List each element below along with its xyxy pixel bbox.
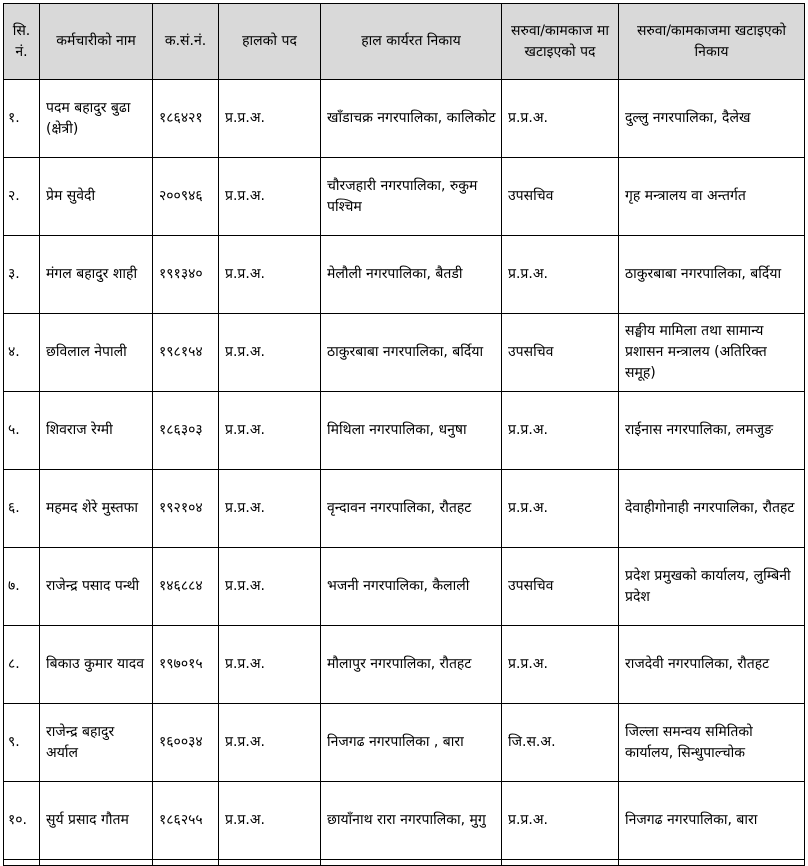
empty-cell (321, 860, 502, 866)
header-current-post: हालको पद (219, 4, 321, 80)
cell-serial: ३. (4, 236, 40, 314)
header-serial: सि. नं. (4, 4, 40, 80)
cell-name: सुर्य प्रसाद गौतम (40, 782, 153, 860)
cell-new-post: उपसचिव (502, 548, 619, 626)
cell-current-office: मिथिला नगरपालिका, धनुषा (321, 392, 502, 470)
cell-new-office: राजदेवी नगरपालिका, रौतहट (619, 626, 805, 704)
cell-code: १६००३४ (153, 704, 219, 782)
table-header (4, 4, 805, 80)
table-row (4, 80, 805, 158)
cell-new-post: उपसचिव (502, 158, 619, 236)
cell-current-office: निजगढ नगरपालिका , बारा (321, 704, 502, 782)
cell-code: २००९४६ (153, 158, 219, 236)
table-row (4, 470, 805, 548)
cell-new-post: प्र.प्र.अ. (502, 626, 619, 704)
cell-current-office: चौरजहारी नगरपालिका, रुकुम पश्चिम (321, 158, 502, 236)
cell-code: १९२१०४ (153, 470, 219, 548)
cell-new-office: निजगढ नगरपालिका, बारा (619, 782, 805, 860)
cell-name: छविलाल नेपाली (40, 314, 153, 392)
cell-new-office: सङ्घीय मामिला तथा सामान्य प्रशासन मन्त्रालय (अतिरिक्त समूह) (619, 314, 805, 392)
cell-serial: ६. (4, 470, 40, 548)
cell-new-post: प्र.प्र.अ. (502, 782, 619, 860)
header-employee-name: कर्मचारीको नाम (40, 4, 153, 80)
cell-code: १८६४२१ (153, 80, 219, 158)
cell-serial: ४. (4, 314, 40, 392)
cell-current-office: मौलापुर नगरपालिका, रौतहट (321, 626, 502, 704)
transfer-table (3, 3, 805, 866)
cell-new-post: प्र.प्र.अ. (502, 80, 619, 158)
cell-new-post: प्र.प्र.अ. (502, 236, 619, 314)
cell-name: राजेन्द्र पसाद पन्थी (40, 548, 153, 626)
header-row (4, 4, 805, 80)
cell-serial: ५. (4, 392, 40, 470)
cell-name: महमद शेरे मुस्तफा (40, 470, 153, 548)
cell-current-post: प्र.प्र.अ. (219, 236, 321, 314)
empty-cell (40, 860, 153, 866)
cell-current-post: प्र.प्र.अ. (219, 314, 321, 392)
cell-new-office: देवाहीगोनाही नगरपालिका, रौतहट (619, 470, 805, 548)
cell-current-post: प्र.प्र.अ. (219, 548, 321, 626)
cell-name: बिकाउ कुमार यादव (40, 626, 153, 704)
cell-serial: १. (4, 80, 40, 158)
cell-new-post: प्र.प्र.अ. (502, 470, 619, 548)
cell-new-post: उपसचिव (502, 314, 619, 392)
cell-current-post: प्र.प्र.अ. (219, 392, 321, 470)
table-row (4, 548, 805, 626)
cell-code: १४६८८४ (153, 548, 219, 626)
cell-serial: ८. (4, 626, 40, 704)
table-row (4, 236, 805, 314)
cell-new-office: ठाकुरबाबा नगरपालिका, बर्दिया (619, 236, 805, 314)
cell-new-office: गृह मन्त्रालय वा अन्तर्गत (619, 158, 805, 236)
cell-current-post: प्र.प्र.अ. (219, 470, 321, 548)
cell-current-office: मेलौली नगरपालिका, बैतडी (321, 236, 502, 314)
cell-name: पदम बहादुर बुढा (क्षेत्री) (40, 80, 153, 158)
cell-current-post: प्र.प्र.अ. (219, 626, 321, 704)
cell-current-office: छायाँनाथ रारा नगरपालिका, मुगु (321, 782, 502, 860)
cell-new-office: प्रदेश प्रमुखको कार्यालय, लुम्बिनी प्रदेश (619, 548, 805, 626)
cell-name: मंगल बहादुर शाही (40, 236, 153, 314)
cell-name: शिवराज रेग्मी (40, 392, 153, 470)
table-row (4, 314, 805, 392)
cell-new-post: प्र.प्र.अ. (502, 392, 619, 470)
cell-current-post: प्र.प्र.अ. (219, 782, 321, 860)
cell-code: १८६२५५ (153, 782, 219, 860)
cell-name: राजेन्द्र बहादुर अर्याल (40, 704, 153, 782)
empty-cell (502, 860, 619, 866)
cell-serial: ९. (4, 704, 40, 782)
cell-code: १८६३०३ (153, 392, 219, 470)
table-row (4, 158, 805, 236)
cell-serial: ७. (4, 548, 40, 626)
cell-serial: २. (4, 158, 40, 236)
cell-current-office: खाँडाचक्र नगरपालिका, कालिकोट (321, 80, 502, 158)
cell-current-post: प्र.प्र.अ. (219, 704, 321, 782)
header-new-office: सरुवा/कामकाजमा खटाइएको निकाय (619, 4, 805, 80)
table-body (4, 80, 805, 866)
table-row (4, 392, 805, 470)
cell-current-post: प्र.प्र.अ. (219, 158, 321, 236)
cell-new-office: जिल्ला समन्वय समितिको कार्यालय, सिन्धुपाल्चोक (619, 704, 805, 782)
header-code: क.सं.नं. (153, 4, 219, 80)
cell-current-post: प्र.प्र.अ. (219, 80, 321, 158)
table-row (4, 704, 805, 782)
empty-cell (619, 860, 805, 866)
cell-name: प्रेम सुवेदी (40, 158, 153, 236)
cell-code: १९१३४० (153, 236, 219, 314)
cell-new-office: राईनास नगरपालिका, लमजुङ (619, 392, 805, 470)
table-row (4, 626, 805, 704)
cell-code: १९८१५४ (153, 314, 219, 392)
cell-serial: १०. (4, 782, 40, 860)
cell-new-office: दुल्लु नगरपालिका, दैलेख (619, 80, 805, 158)
empty-cell (4, 860, 40, 866)
header-current-office: हाल कार्यरत निकाय (321, 4, 502, 80)
empty-cell (153, 860, 219, 866)
cell-current-office: भजनी नगरपालिका, कैलाली (321, 548, 502, 626)
cell-current-office: ठाकुरबाबा नगरपालिका, बर्दिया (321, 314, 502, 392)
header-new-post: सरुवा/कामकाज मा खटाइएको पद (502, 4, 619, 80)
table-row (4, 782, 805, 860)
cell-current-office: वृन्दावन नगरपालिका, रौतहट (321, 470, 502, 548)
cell-new-post: जि.स.अ. (502, 704, 619, 782)
cell-code: १९७०१५ (153, 626, 219, 704)
empty-cell (219, 860, 321, 866)
table-row-cutoff (4, 860, 805, 866)
